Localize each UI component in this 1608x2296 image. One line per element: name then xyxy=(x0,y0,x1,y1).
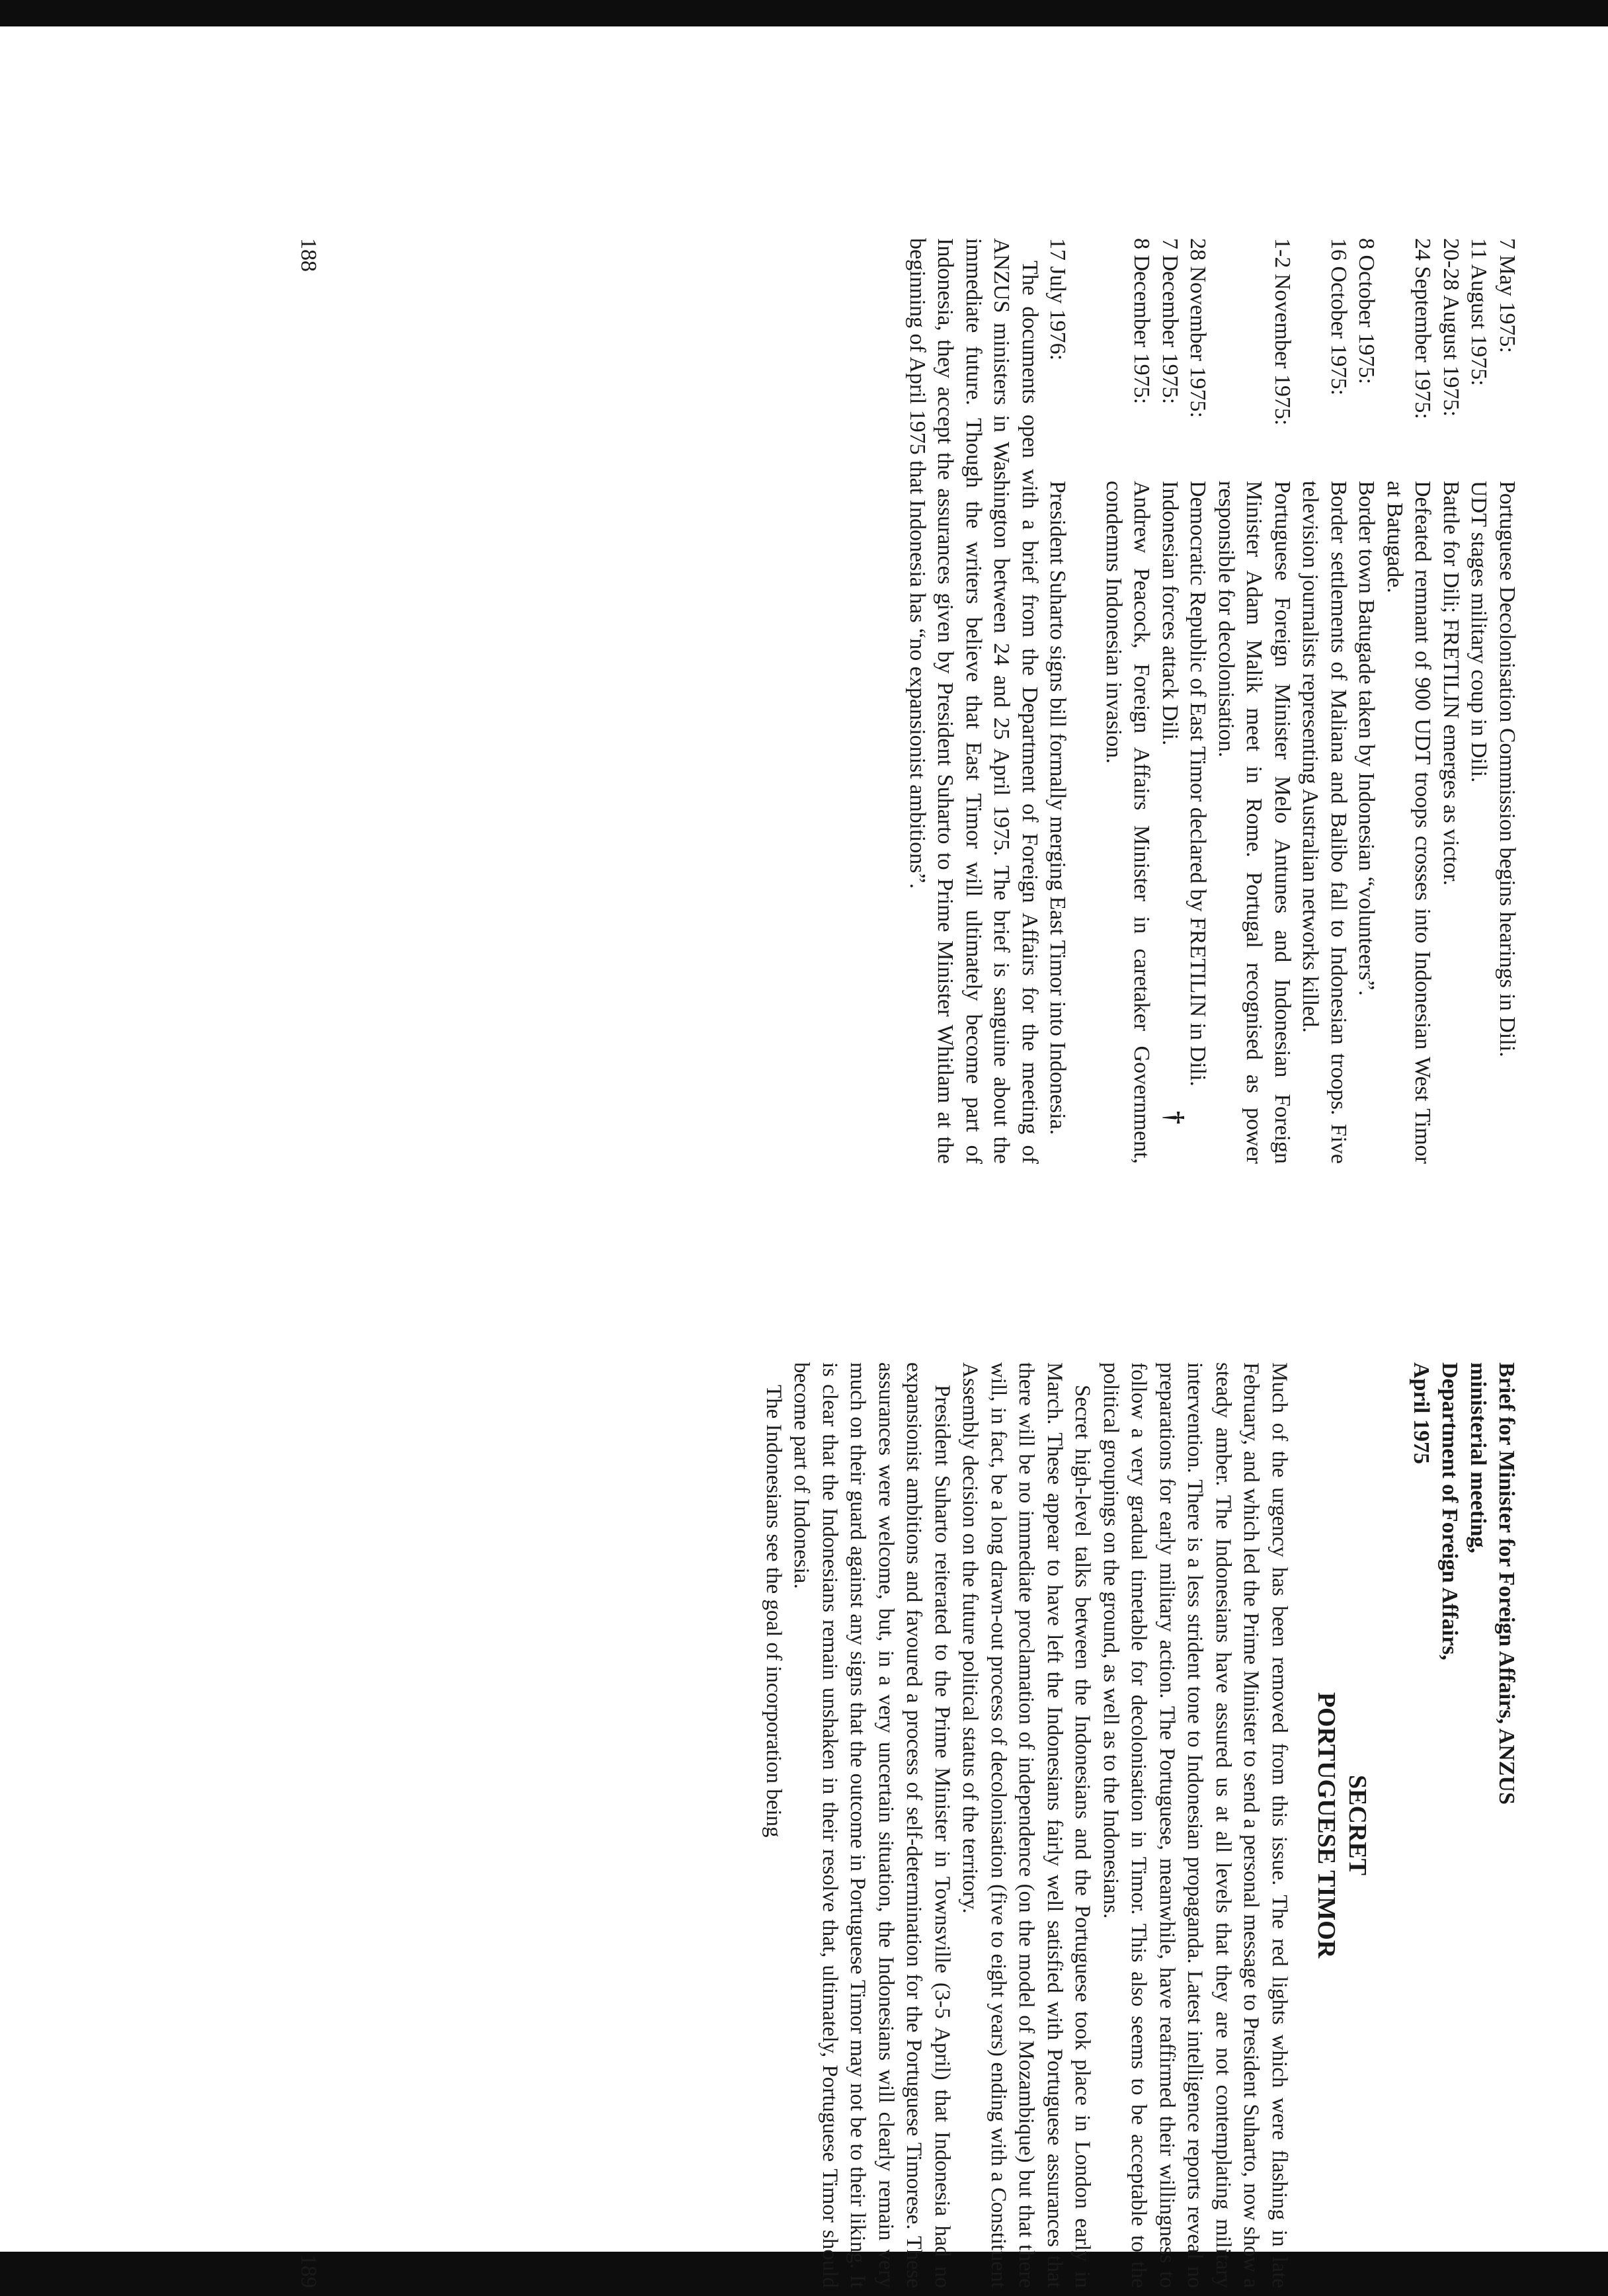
entry-event: Border settlements of Maliana and Balibo fall to Indonesian troops. Five television journalists representing Australian networks killed. xyxy=(1298,481,1351,1164)
intro-paragraph: The documents open with a brief from the Department of Foreign Affairs for the meeting of ANZUS ministers in Washington between 24 and 25 April 1975. The brief is sanguine about the immediate future. Though the writers believe that East Timor will ultimately become part of Indonesia, they accept the assurances given by President Suharto to Prime Minister Whitlam at the beginning of April 1975 that Indonesia has “no expansionist ambitions”. xyxy=(905,238,1042,1164)
entry-date: 11 August 1975: xyxy=(1467,238,1492,386)
entry-date: 7 December 1975: xyxy=(1158,238,1182,405)
page-number: 189 xyxy=(296,2254,321,2288)
book-spread xyxy=(251,238,1521,2295)
chronology-entry xyxy=(1493,238,1521,1164)
brief-line: ministerial meeting, xyxy=(1466,1362,1490,1553)
entry-event: Andrew Peacock, Foreign Affairs Minister in caretaker Government, condemns Indonesian invasion. xyxy=(1102,481,1154,1164)
chronology-entry xyxy=(1381,238,1437,1164)
entry-date: 20-28 August 1975: xyxy=(1439,238,1463,417)
chronology-entry xyxy=(1437,238,1465,1164)
chronology-entry xyxy=(1100,238,1156,1164)
brief-line: Department of Foreign Affairs, xyxy=(1437,1362,1462,1660)
chronology-entry xyxy=(1296,238,1352,1164)
entry-date: 16 October 1975: xyxy=(1326,238,1351,395)
brief-header xyxy=(1407,1362,1521,2288)
brief-line: Brief for Minister for Foreign Affairs, ANZUS xyxy=(1494,1362,1519,1805)
entry-date: 24 September 1975: xyxy=(1410,238,1435,419)
entry-event: Democratic Republic of East Timor declared by FRETILIN in Dili. xyxy=(1186,481,1211,1086)
left-page xyxy=(251,238,1521,1164)
entry-event: Portuguese Decolonisation Commission begins hearings in Dili. xyxy=(1495,481,1519,1057)
entry-event: Defeated remnant of 900 UDT troops crosses into Indonesian West Timor at Batugade. xyxy=(1383,481,1435,1164)
chronology-entry xyxy=(1465,238,1493,1164)
body-paragraph: Secret high-level talks between the Indonesians and the Portuguese took place in London early in March. These appear to have left the Indonesians fairly well satisfied with Portuguese assurances that there will be no immediate proclamation of independence (on the model of Mozambique) but that there will, in fact, be a long drawn-out process of decolonisation (five to eight years) ending with a Constituent Assembly decision on the future political status of the territory. xyxy=(958,1362,1095,2288)
entry-event: Portuguese Foreign Minister Melo Antunes and Indonesian Foreign Minister Adam Malik meet in Rome. Portugal recognised as power responsible for decolonisation. xyxy=(1214,481,1295,1164)
section-title: PORTUGUESE TIMOR xyxy=(1312,1692,1340,1959)
entry-date: 7 May 1975: xyxy=(1495,238,1519,353)
entry-date: 17 July 1976: xyxy=(1045,238,1070,361)
entry-date: 8 October 1975: xyxy=(1354,238,1379,384)
margin-mark: † xyxy=(1160,1111,1189,1124)
entry-date: 1-2 November 1975: xyxy=(1270,238,1295,426)
chronology-entry xyxy=(1212,238,1297,1164)
classification-label: SECRET xyxy=(1344,1774,1371,1876)
entry-event: Indonesian forces attack Dili. xyxy=(1158,481,1182,746)
body-paragraph: The Indonesians see the goal of incorporation being xyxy=(762,1385,785,1838)
chronology-entry xyxy=(1352,238,1381,1164)
entry-event: UDT stages military coup in Dili. xyxy=(1467,481,1492,783)
chronology-entry xyxy=(1043,238,1072,1164)
body-paragraph: Much of the urgency has been removed from this issue. The red lights which were flashing in late February, and which led the Prime Minister to send a personal message to President Suharto, now show a steady amber. The Indonesians have assured us at all levels that they are not contemplating military intervention. There is a less strident tone to Indonesian propaganda. Latest intelligence reports reveal no preparations for early military action. The Portuguese, meanwhile, have reaffirmed their willingness to follow a very gradual timetable for decolonisation in Timor. This also seems to be acceptable to the political groupings on the ground, as well as to the Indonesians. xyxy=(1099,1362,1291,2288)
section-heading xyxy=(1310,1362,1373,2288)
entry-event: Border town Batugade taken by Indonesian “volunteers”. xyxy=(1354,481,1379,996)
brief-line: April 1975 xyxy=(1409,1362,1433,1464)
brief-body xyxy=(760,1362,1294,2288)
chronology-entry xyxy=(1184,238,1212,1164)
entry-date: 28 November 1975: xyxy=(1186,238,1211,418)
entry-event: Battle for Dili; FRETILIN emerges as victor. xyxy=(1439,481,1463,886)
entry-date: 8 December 1975: xyxy=(1129,238,1154,405)
scan-border-top xyxy=(0,0,1608,26)
body-paragraph: President Suharto reiterated to the Prime Minister in Townsville (3-5 April) that Indonesia had no expansionist ambitions and favoured a process of self-determination for the Portuguese Timorese. These assurances were welcome, but, in a very uncertain situation, the Indonesians will clearly remain very much on their guard against any signs that the outcome in Portuguese Timor may not be to their liking. It is clear that the Indonesians remain unshaken in their resolve that, ultimately, Portuguese Timor should become part of Indonesia. xyxy=(789,1362,954,2288)
chronology-entry xyxy=(1156,238,1184,1164)
entry-event: President Suharto signs bill formally merging East Timor into Indonesia. xyxy=(1045,481,1070,1135)
chronology xyxy=(1043,238,1521,1164)
page-number: 188 xyxy=(296,238,321,272)
right-page xyxy=(251,1362,1521,2288)
